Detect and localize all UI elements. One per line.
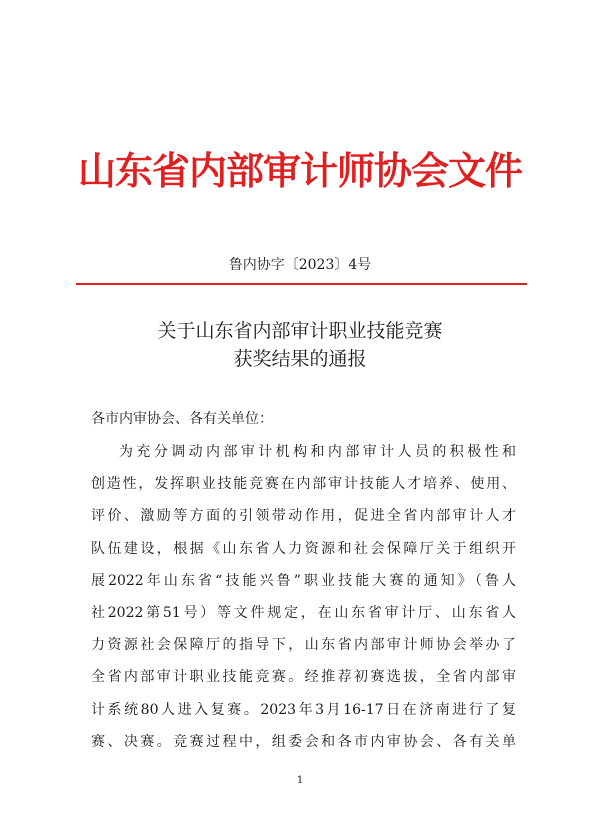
body-line: 力资源社会保障厅的指导下，山东省内部审计师协会举办了 (91, 637, 516, 654)
body-line: 评价、激励等方面的引领带动作用，促进全省内部审计人才 (91, 508, 516, 525)
masthead-title: 山东省内部审计师协会文件 (77, 148, 522, 193)
body-line: 计系统80人进入复赛。2023年3月16-17日在济南进行了复 (91, 701, 516, 718)
body-line: 展2022年山东省“技能兴鲁”职业技能大赛的通知》（鲁人 (91, 572, 516, 589)
body-line: 赛、决赛。竞赛过程中，组委会和各市内审协会、各有关单 (91, 733, 516, 750)
title-line-2: 获奖结果的通报 (233, 348, 367, 370)
document-number: 鲁内协字〔2023〕4号 (228, 257, 372, 273)
document-title (0, 317, 600, 373)
body-line: 队伍建设，根据《山东省人力资源和社会保障厅关于组织开 (91, 540, 516, 557)
body-line: 全省内部审计职业技能竞赛。经推荐初赛选拔，全省内部审 (91, 669, 516, 686)
body-line: 为充分调动内部审计机构和内部审计人员的积极性和 (119, 444, 516, 460)
red-divider-line (76, 283, 527, 285)
body-line: 社2022第51号）等文件规定，在山东省审计厅、山东省人 (91, 604, 516, 621)
title-line-1: 关于山东省内部审计职业技能竞赛 (157, 320, 443, 342)
body-line: 创造性，发挥职业技能竞赛在内部审计技能人才培养、使用、 (91, 476, 516, 493)
salutation: 各市内审协会、各有关单位： (91, 411, 273, 427)
body-paragraph (91, 436, 516, 758)
page-number: 1 (296, 775, 304, 786)
